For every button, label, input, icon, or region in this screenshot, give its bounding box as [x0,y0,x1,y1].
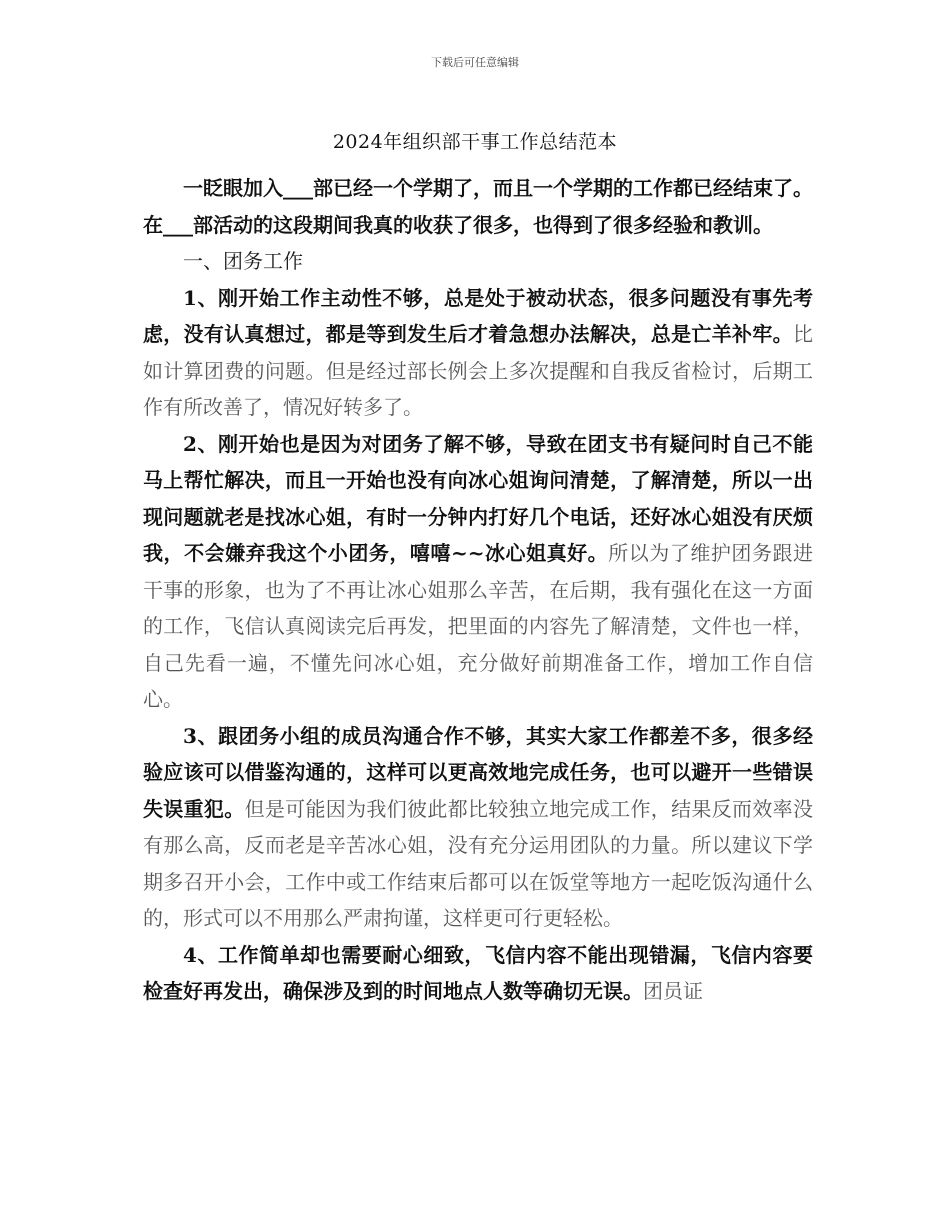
document-body [143,170,813,1010]
paragraph-3-bold: 3、跟团务小组的成员沟通合作不够，其实大家工作都差不多，很多经验应该可以借鉴沟通的，这样可以更高效地完成任务，也可以避开一些错误失误重犯。 [143,723,813,821]
paragraph-1 [143,280,813,426]
paragraph-2-bold: 2、刚开始也是因为对团务了解不够，导致在团支书有疑问时自己不能马上帮忙解决，而且一开始也没有向冰心姐询问清楚，了解清楚，所以一出现问题就老是找冰心姐，有时一分钟内打好几个电话，还好冰心姐没有厌烦我，不会嫌弃我这个小团务，嘻嘻~~冰心姐真好。 [143,431,813,565]
section-heading: 一、团务工作 [183,249,303,273]
paragraph-2-light: 所以为了维护团务跟进干事的形象，也为了不再让冰心姐那么辛苦，在后期，我有强化在这一方面的工作，飞信认真阅读完后再发，把里面的内容先了解清楚，文件也一样，自己先看一遍，不懂先问冰心姐，充分做好前期准备工作，增加工作自信心。 [143,541,814,711]
paragraph-4-bold: 4、工作简单却也需要耐心细致，飞信内容不能出现错漏，飞信内容要检查好再发出，确保涉及到的时间地点人数等确切无误。 [143,942,813,1003]
intro-paragraph: 一眨眼加入___部已经一个学期了，而且一个学期的工作都已经结束了。在___部活动的这段期间我真的收获了很多，也得到了很多经验和教训。 [143,176,813,237]
paragraph-4 [143,937,813,1010]
paragraph-2 [143,426,813,718]
paragraph-1-light: 比如计算团费的问题。但是经过部长例会上多次提醒和自我反省检讨，后期工作有所改善了，情况好转多了。 [143,322,813,419]
page-header-note: 下载后可任意编辑 [431,56,519,69]
paragraph-1-bold: 1、刚开始工作主动性不够，总是处于被动状态，很多问题没有事先考虑，没有认真想过，都是等到发生后才着急想办法解决，总是亡羊补牢。 [143,285,813,346]
document-title: 2024年组织部干事工作总结范本 [332,131,618,153]
paragraph-4-light: 团员证 [643,979,703,1003]
paragraph-3 [143,718,813,937]
paragraph-3-light: 但是可能因为我们彼此都比较独立地完成工作，结果反而效率没有那么高，反而老是辛苦冰心姐，没有充分运用团队的力量。所以建议下学期多召开小会，工作中或工作结束后都可以在饭堂等地方一起吃饭沟通什么的，形式可以不用那么严肃拘谨，这样更可行更轻松。 [143,796,813,930]
